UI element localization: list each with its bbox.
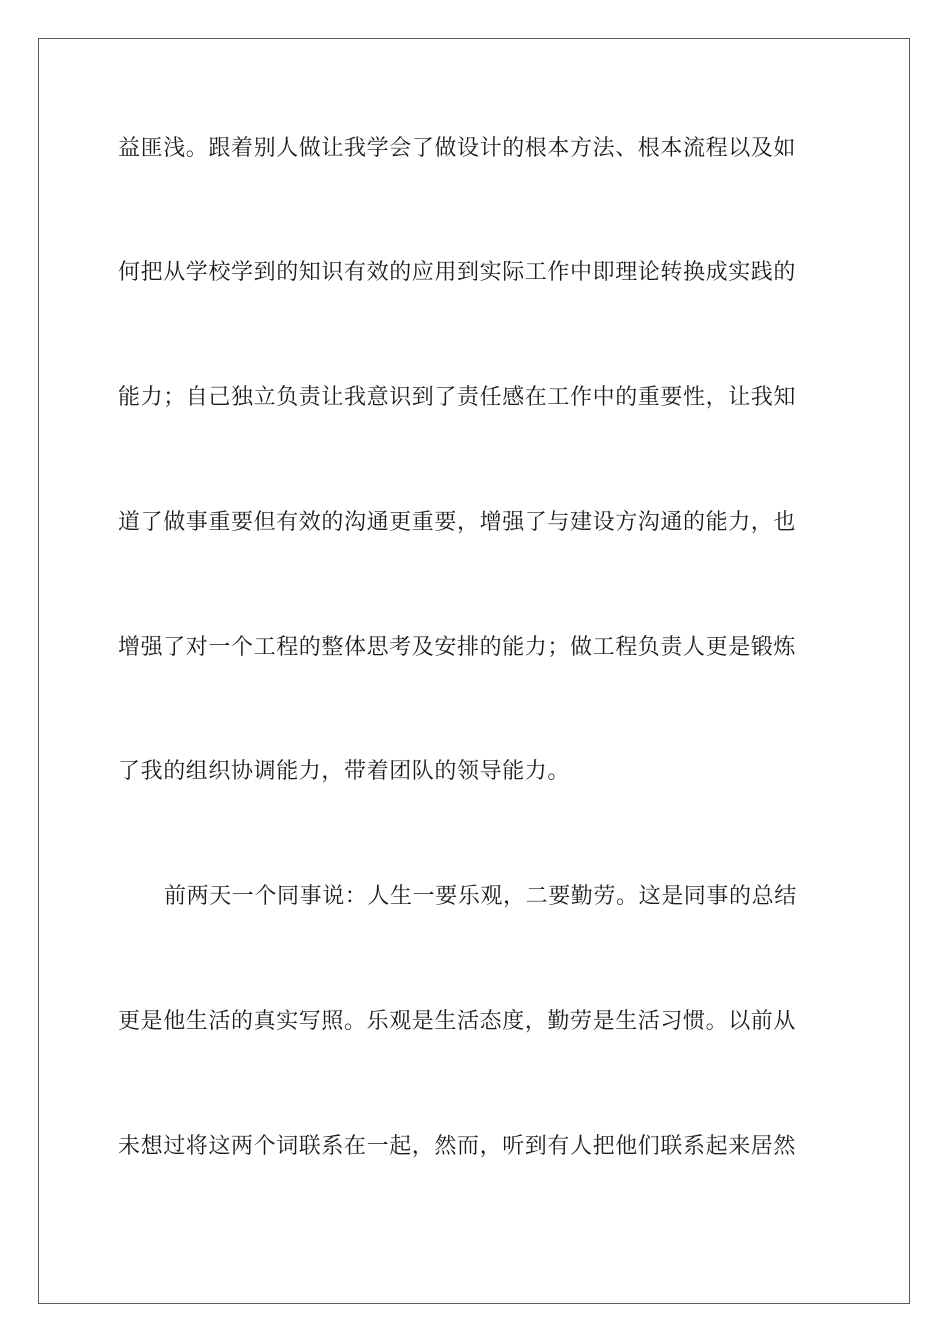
text-line: 能力；自己独立负责让我意识到了责任感在工作中的重要性，让我知 (118, 385, 797, 410)
text-line: 了我的组织协调能力，带着团队的领导能力。 (118, 759, 571, 784)
page-border (38, 38, 910, 1304)
text-line: 增强了对一个工程的整体思考及安排的能力；做工程负责人更是锻炼 (118, 635, 797, 660)
text-line: 道了做事重要但有效的沟通更重要，增强了与建设方沟通的能力，也 (118, 510, 797, 535)
text-line: 益匪浅。跟着别人做让我学会了做设计的根本方法、根本流程以及如 (118, 136, 797, 161)
text-line: 未想过将这两个词联系在一起，然而，听到有人把他们联系起来居然 (118, 1134, 797, 1159)
text-line: 何把从学校学到的知识有效的应用到实际工作中即理论转换成实践的 (118, 260, 797, 285)
text-line: 更是他生活的真实写照。乐观是生活态度，勤劳是生活习惯。以前从 (118, 1009, 797, 1034)
paragraph-first-line: 前两天一个同事说：人生一要乐观，二要勤劳。这是同事的总结 (164, 884, 797, 909)
